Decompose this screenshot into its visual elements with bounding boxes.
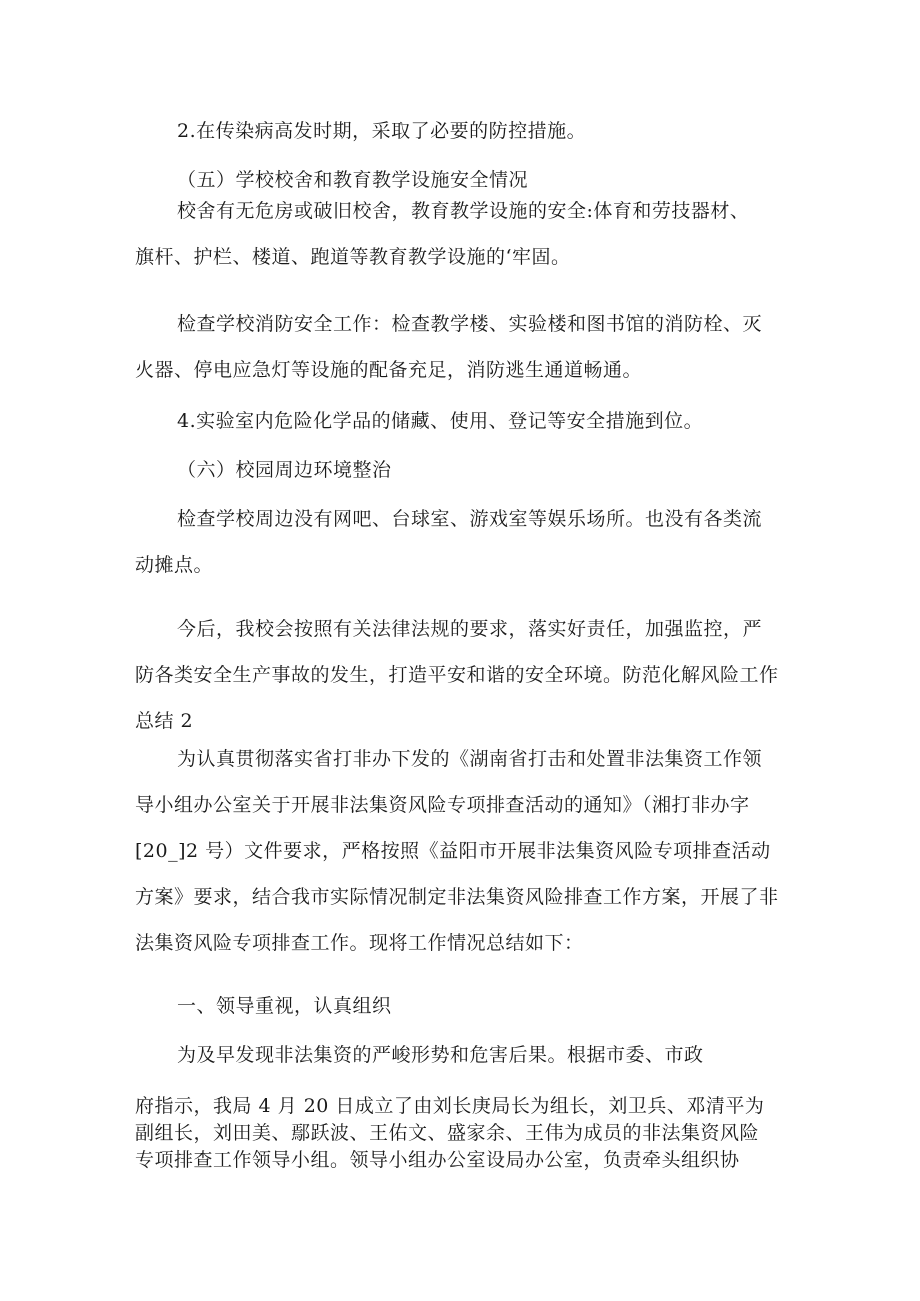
text-line: 副组长，刘田美、鄢跃波、王佑文、盛家余、王伟为成员的非法集资风险 <box>135 1122 760 1144</box>
text-line: 检查学校消防安全工作：检查教学楼、实验楼和图书馆的消防栓、灭 <box>177 313 763 335</box>
text-line: 法集资风险专项排查工作。现将工作情况总结如下： <box>135 932 584 954</box>
text-line: [20_]2 号）文件要求，严格按照《益阳市开展非法集资风险专项排查活动 <box>135 840 771 862</box>
text-line: 专项排查工作领导小组。领导小组办公室设局办公室，负责牵头组织协 <box>135 1149 740 1171</box>
text-line: 总结 2 <box>135 710 194 732</box>
paragraph-prevention-measures: 2.在传染病高发时期，采取了必要的防控措施。 <box>177 120 587 142</box>
paragraph-fire-safety <box>135 301 762 393</box>
paragraph-leading-group <box>135 1093 764 1174</box>
text-line: 旗杆、护栏、楼道、跑道等教育教学设施的‘牢固。 <box>135 246 571 268</box>
heading-section-6: （六）校园周边环境整治 <box>177 459 392 481</box>
text-line: 方案》要求，结合我市实际情况制定非法集资风险排查工作方案，开展了非 <box>135 886 779 908</box>
text-line: 防各类安全生产事故的发生，打造平安和谐的安全环境。防范化解风险工作 <box>135 664 779 686</box>
paragraph-implementation <box>135 736 779 966</box>
text-line: 府指示，我局 4 月 20 日成立了由刘长庚局长为组长，刘卫兵、邓清平为 <box>135 1095 765 1117</box>
heading-part-1: 一、领导重视，认真组织 <box>177 995 392 1017</box>
paragraph-surroundings <box>135 496 762 588</box>
text-line: 为认真贯彻落实省打非办下发的《湖南省打击和处置非法集资工作领 <box>177 748 763 770</box>
paragraph-lab-chemicals: 4.实验室内危险化学品的储藏、使用、登记等安全措施到位。 <box>177 410 704 432</box>
paragraph-background: 为及早发现非法集资的严峻形势和危害后果。根据市委、市政 <box>177 1044 704 1066</box>
text-line: 今后，我校会按照有关法律法规的要求，落实好责任，加强监控，严 <box>177 618 763 640</box>
paragraph-future-plans <box>135 606 779 744</box>
paragraph-school-buildings <box>135 188 749 280</box>
text-line: 校舍有无危房或破旧校舍，教育教学设施的安全:体育和劳技器材、 <box>177 200 750 222</box>
text-line: 导小组办公室关于开展非法集资风险专项排查活动的通知》（湘打非办字 <box>135 794 750 816</box>
text-line: 火器、停电应急灯等设施的配备充足，消防逃生通道畅通。 <box>135 359 643 381</box>
text-line: 动摊点。 <box>135 554 214 576</box>
heading-section-5: （五）学校校舍和教育教学设施安全情况 <box>177 169 529 191</box>
text-line: 检查学校周边没有网吧、台球室、游戏室等娱乐场所。也没有各类流 <box>177 508 763 530</box>
